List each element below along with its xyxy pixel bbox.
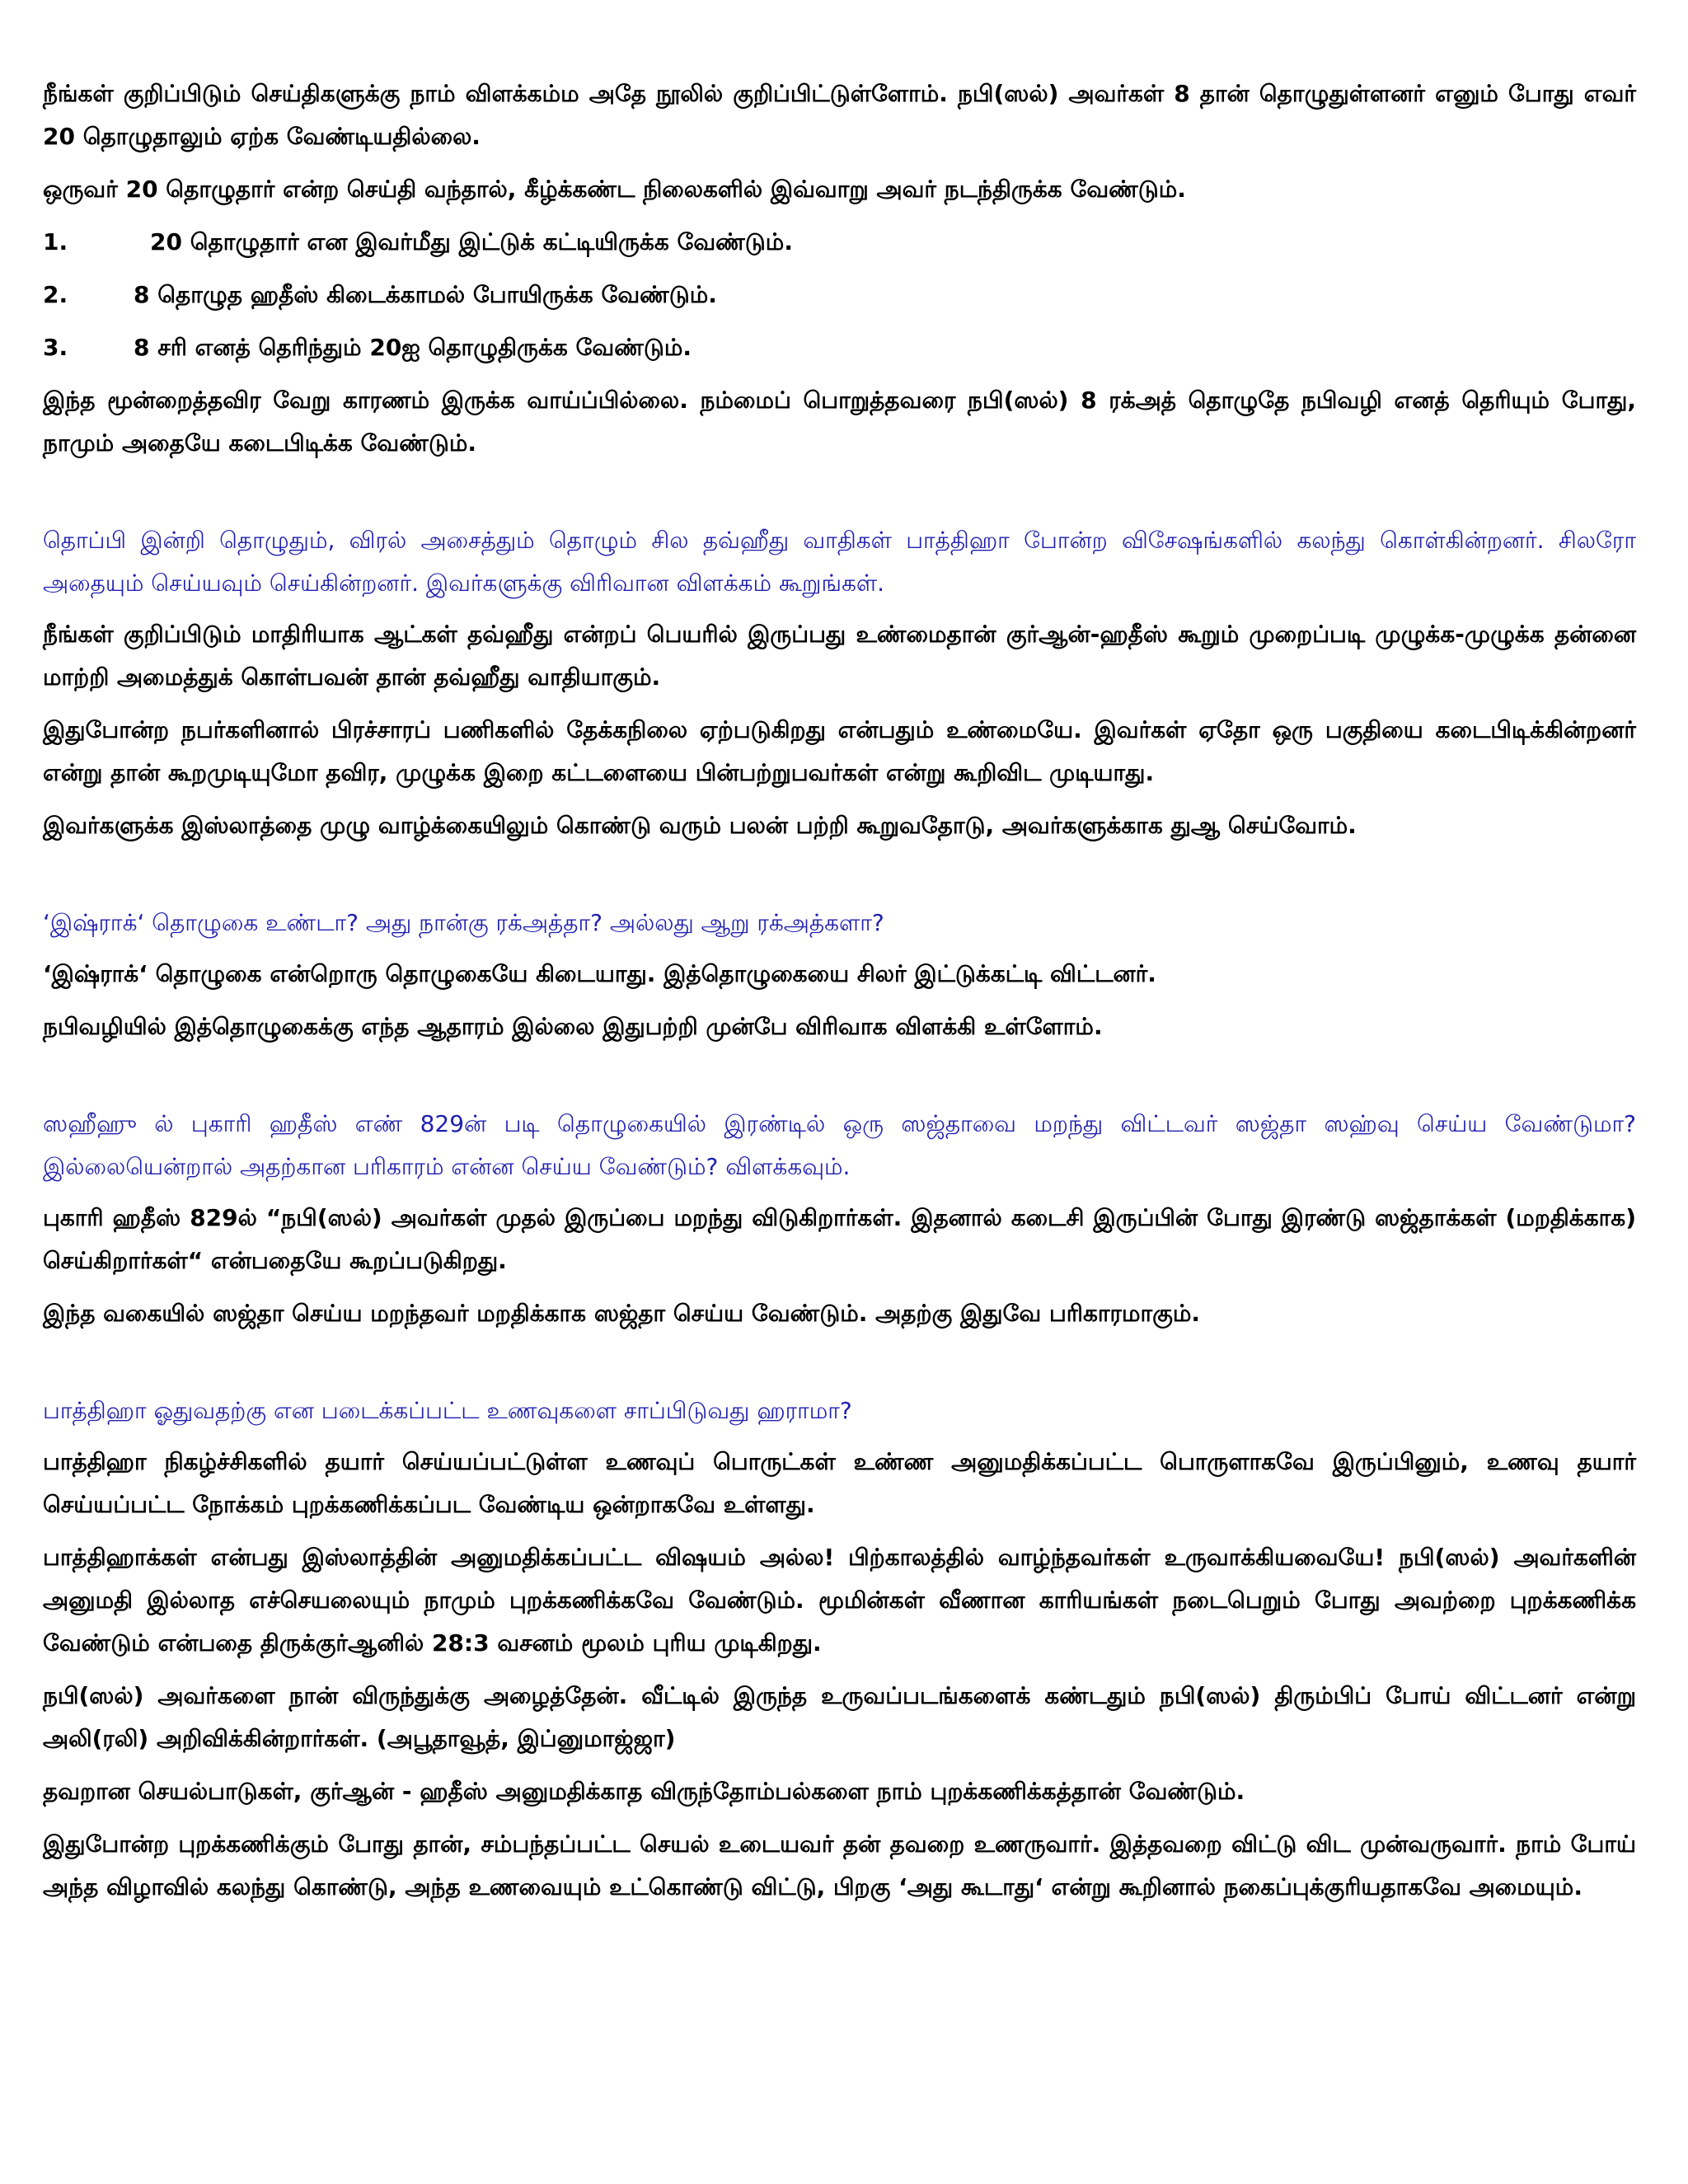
list-number: 1. [43,228,68,255]
section-qa-thawheed [43,519,1636,847]
question-heading: ‘இஷ்ராக்‘ தொழுகை உண்டா? அது நான்கு ரக்அத்தா? அல்லது ஆறு ரக்அத்களா? [43,909,884,936]
list-number: 2. [43,281,68,308]
paragraph: தவறான செயல்பாடுகள், குர்ஆன் - ஹதீஸ் அனுமதிக்காத விருந்தோம்பல்களை நாம் புறக்கணிக்கத்தான் வேண்டும். [43,1778,1245,1805]
paragraph: நீங்கள் குறிப்பிடும் செய்திகளுக்கு நாம் விளக்கம்ம அதே நூலில் குறிப்பிட்டுள்ளோம். நபி(ஸல்) அவர்கள் 8 தான் தொழுதுள்ளனர் எனும் போது எவர் 20 தொழுதாலும் ஏற்க வேண்டியதில்லை. [43,80,1636,150]
list-item [43,221,1636,264]
list-text: 8 தொழுத ஹதீஸ் கிடைக்காமல் போயிருக்க வேண்டும். [134,281,717,308]
paragraph: ‘இஷ்ராக்‘ தொழுகை என்றொரு தொழுகையே கிடையாது. இத்தொழுகையை சிலர் இட்டுக்கட்டி விட்டனர். [43,960,1156,987]
paragraph: இதுபோன்ற நபர்களினால் பிரச்சாரப் பணிகளில் தேக்கநிலை ஏற்படுகிறது என்பதும் உண்மையே. இவர்கள் ஏதோ ஒரு பகுதியை கடைபிடிக்கின்றனர் என்று தான் கூறமுடியுமோ தவிர, முழுக்க இறை கட்டளையை பின்பற்றுபவர்கள் என்று கூறிவிட முடியாது. [43,716,1636,786]
paragraph: ஒருவர் 20 தொழுதார் என்ற செய்தி வந்தால், கீழ்க்கண்ட நிலைகளில் இவ்வாறு அவர் நடந்திருக்க வேண்டும். [43,176,1186,203]
section-qa-sajda [43,1103,1636,1335]
section-qa-fathiha [43,1390,1636,1909]
list-number: 3. [43,334,68,361]
section-gap [43,1345,1636,1390]
section-answer-continued [43,73,1636,465]
paragraph: புகாரி ஹதீஸ் 829ல் “நபி(ஸல்) அவர்கள் முதல் இருப்பை மறந்து விடுகிறார்கள். இதனால் கடைசி இருப்பின் போது இரண்டு ஸஜ்தாக்கள் (மறதிக்காக) செய்கிறார்கள்“ என்பதையே கூறப்படுகிறது. [43,1204,1636,1274]
list-item [43,326,1636,369]
list-item [43,274,1636,316]
paragraph: நீங்கள் குறிப்பிடும் மாதிரியாக ஆட்கள் தவ்ஹீது என்றப் பெயரில் இருப்பது உண்மைதான் குர்ஆன்-ஹதீஸ் கூறும் முறைப்படி முழுக்க-முழுக்க தன்னை மாற்றி அமைத்துக் கொள்பவன் தான் தவ்ஹீது வாதியாகும். [43,621,1636,691]
question-heading: பாத்திஹா ஓதுவதற்கு என படைக்கப்பட்ட உணவுகளை சாப்பிடுவது ஹராமா? [43,1397,852,1424]
paragraph: இந்த மூன்றைத்தவிர வேறு காரணம் இருக்க வாய்ப்பில்லை. நம்மைப் பொறுத்தவரை நபி(ஸல்) 8 ரக்அத் தொழுதே நபிவழி எனத் தெரியும் போது, நாமும் அதையே கடைபிடிக்க வேண்டும். [43,387,1636,457]
paragraph: நபி(ஸல்) அவர்களை நான் விருந்துக்கு அழைத்தேன். வீட்டில் இருந்த உருவப்படங்களைக் கண்டதும் நபி(ஸல்) திரும்பிப் போய் விட்டனர் என்று அலி(ரலி) அறிவிக்கின்றார்கள். (அபூதாவூத், இப்னுமாஜ்ஜா) [43,1682,1636,1752]
section-qa-ishraq [43,902,1636,1048]
paragraph: பாத்திஹாக்கள் என்பது இஸ்லாத்தின் அனுமதிக்கப்பட்ட விஷயம் அல்ல! பிற்காலத்தில் வாழ்ந்தவர்கள் உருவாக்கியவையே! நபி(ஸல்) அவர்களின் அனுமதி இல்லாத எச்செயலையும் நாமும் புறக்கணிக்கவே வேண்டும். மூமின்கள் வீணான காரியங்கள் நடைபெறும் போது அவற்றை புறக்கணிக்க வேண்டும் என்பதை திருக்குர்ஆனில் 28:3 வசனம் மூலம் புரிய முடிகிறது. [43,1544,1636,1657]
question-heading: ஸஹீஹு ல் புகாரி ஹதீஸ் எண் 829ன் படி தொழுகையில் இரண்டில் ஒரு ஸஜ்தாவை மறந்து விட்டவர் ஸஜ்தா ஸஹ்வு செய்ய வேண்டுமா? இல்லையென்றால் அதற்கான பரிகாரம் என்ன செய்ய வேண்டும்? விளக்கவும். [43,1110,1636,1180]
list-text: 20 தொழுதார் என இவர்மீது இட்டுக் கட்டியிருக்க வேண்டும். [150,228,793,255]
paragraph: இவர்களுக்க இஸ்லாத்தை முழு வாழ்க்கையிலும் கொண்டு வரும் பலன் பற்றி கூறுவதோடு, அவர்களுக்காக துஆ செய்வோம். [43,812,1357,839]
section-gap [43,857,1636,902]
section-gap [43,475,1636,519]
paragraph: இந்த வகையில் ஸஜ்தா செய்ய மறந்தவர் மறதிக்காக ஸஜ்தா செய்ய வேண்டும். அதற்கு இதுவே பரிகாரமாகும். [43,1300,1201,1327]
paragraph: நபிவழியில் இத்தொழுகைக்கு எந்த ஆதாரம் இல்லை இதுபற்றி முன்பே விரிவாக விளக்கி உள்ளோம். [43,1013,1103,1040]
list-text: 8 சரி எனத் தெரிந்தும் 20ஐ தொழுதிருக்க வேண்டும். [134,334,692,361]
paragraph: பாத்திஹா நிகழ்ச்சிகளில் தயார் செய்யப்பட்டுள்ள உணவுப் பொருட்கள் உண்ண அனுமதிக்கப்பட்ட பொருளாகவே இருப்பினும், உணவு தயார் செய்யப்பட்ட நோக்கம் புறக்கணிக்கப்பட வேண்டிய ஒன்றாகவே உள்ளது. [43,1448,1636,1518]
document-page [43,73,1636,1919]
question-heading: தொப்பி இன்றி தொழுதும், விரல் அசைத்தும் தொழும் சில தவ்ஹீது வாதிகள் பாத்திஹா போன்ற விசேஷங்களில் கலந்து கொள்கின்றனர். சிலரோ அதையும் செய்யவும் செய்கின்றனர். இவர்களுக்கு விரிவான விளக்கம் கூறுங்கள். [43,527,1636,597]
paragraph: இதுபோன்ற புறக்கணிக்கும் போது தான், சம்பந்தப்பட்ட செயல் உடையவர் தன் தவறை உணருவார். இத்தவறை விட்டு விட முன்வருவார். நாம் போய் அந்த விழாவில் கலந்து கொண்டு, அந்த உணவையும் உட்கொண்டு விட்டு, பிறகு ‘அது கூடாது‘ என்று கூறினால் நகைப்புக்குரியதாகவே அமையும். [43,1830,1636,1900]
section-gap [43,1058,1636,1103]
